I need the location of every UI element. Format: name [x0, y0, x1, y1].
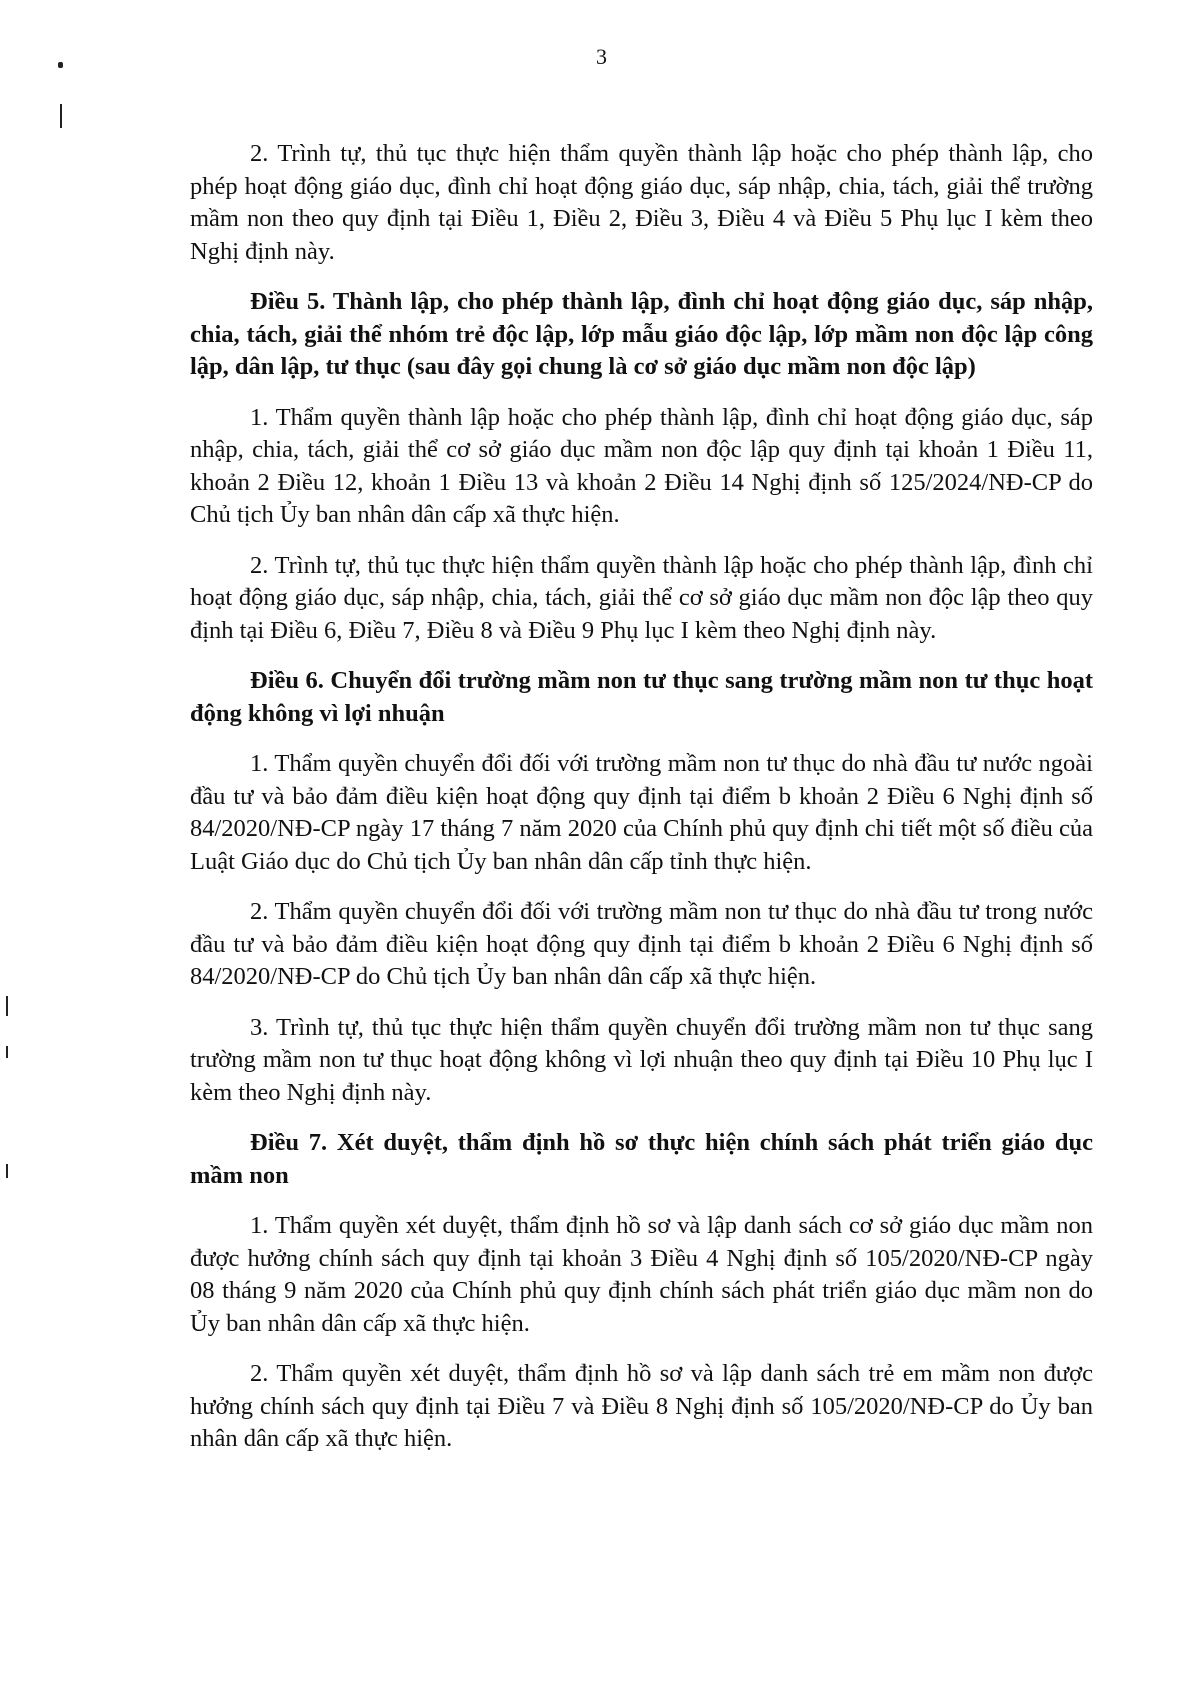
document-body — [190, 138, 1093, 1474]
scan-mark-margin-b — [6, 1046, 8, 1058]
scan-mark-margin-a — [6, 996, 8, 1016]
scan-mark-left-top — [58, 62, 63, 68]
paragraph: 2. Trình tự, thủ tục thực hiện thẩm quyền thành lập hoặc cho phép thành lập, cho phép hoạt động giáo dục, đình chỉ hoạt động giáo dục, sáp nhập, chia, tách, giải thể trường mầm non theo quy định tại Điều 1, Điều 2, Điều 3, Điều 4 và Điều 5 Phụ lục I kèm theo Nghị định này. — [190, 140, 1093, 265]
paragraph: 1. Thẩm quyền chuyển đổi đối với trường mầm non tư thục do nhà đầu tư nước ngoài đầu tư và bảo đảm điều kiện hoạt động quy định tại điểm b khoản 2 Điều 6 Nghị định số 84/2020/NĐ-CP ngày 17 tháng 7 năm 2020 của Chính phủ quy định chi tiết một số điều của Luật Giáo dục do Chủ tịch Ủy ban nhân dân cấp tỉnh thực hiện. — [190, 750, 1093, 875]
scan-mark-left-tick — [60, 104, 62, 128]
page-number: 3 — [596, 44, 607, 69]
article-heading: Điều 5. Thành lập, cho phép thành lập, đình chỉ hoạt động giáo dục, sáp nhập, chia, tách, giải thể nhóm trẻ độc lập, lớp mẫu giáo độc lập, lớp mầm non độc lập công lập, dân lập, tư thục (sau đây gọi chung là cơ sở giáo dục mầm non độc lập) — [190, 288, 1093, 380]
scan-mark-margin-c — [6, 1164, 8, 1178]
paragraph: 2. Thẩm quyền chuyển đổi đối với trường mầm non tư thục do nhà đầu tư trong nước đầu tư và bảo đảm điều kiện hoạt động quy định tại điểm b khoản 2 Điều 6 Nghị định số 84/2020/NĐ-CP do Chủ tịch Ủy ban nhân dân cấp xã thực hiện. — [190, 898, 1093, 990]
paragraph: 3. Trình tự, thủ tục thực hiện thẩm quyền chuyển đổi trường mầm non tư thục sang trường mầm non tư thục hoạt động không vì lợi nhuận theo quy định tại Điều 10 Phụ lục I kèm theo Nghị định này. — [190, 1013, 1093, 1106]
paragraph: 1. Thẩm quyền thành lập hoặc cho phép thành lập, đình chỉ hoạt động giáo dục, sáp nhập, chia, tách, giải thể cơ sở giáo dục mầm non độc lập quy định tại khoản 1 Điều 11, khoản 2 Điều 12, khoản 1 Điều 13 và khoản 2 Điều 14 Nghị định số 125/2024/NĐ-CP do Chủ tịch Ủy ban nhân dân cấp xã thực hiện. — [190, 403, 1093, 528]
paragraph: 2. Thẩm quyền xét duyệt, thẩm định hồ sơ và lập danh sách trẻ em mầm non được hưởng chính sách quy định tại Điều 7 và Điều 8 Nghị định số 105/2020/NĐ-CP do Ủy ban nhân dân cấp xã thực hiện. — [190, 1360, 1093, 1452]
article-heading: Điều 7. Xét duyệt, thẩm định hồ sơ thực hiện chính sách phát triển giáo dục mầm non — [190, 1129, 1093, 1189]
paragraph: 1. Thẩm quyền xét duyệt, thẩm định hồ sơ và lập danh sách cơ sở giáo dục mầm non được hưởng chính sách quy định tại khoản 3 Điều 4 Nghị định số 105/2020/NĐ-CP ngày 08 tháng 9 năm 2020 của Chính phủ quy định chính sách phát triển giáo dục mầm non do Ủy ban nhân dân cấp xã thực hiện. — [190, 1212, 1093, 1337]
paragraph: 2. Trình tự, thủ tục thực hiện thẩm quyền thành lập hoặc cho phép thành lập, đình chỉ hoạt động giáo dục, sáp nhập, chia, tách, giải thể cơ sở giáo dục mầm non độc lập theo quy định tại Điều 6, Điều 7, Điều 8 và Điều 9 Phụ lục I kèm theo Nghị định này. — [190, 551, 1093, 644]
article-heading: Điều 6. Chuyển đổi trường mầm non tư thục sang trường mầm non tư thục hoạt động không vì lợi nhuận — [190, 667, 1093, 727]
